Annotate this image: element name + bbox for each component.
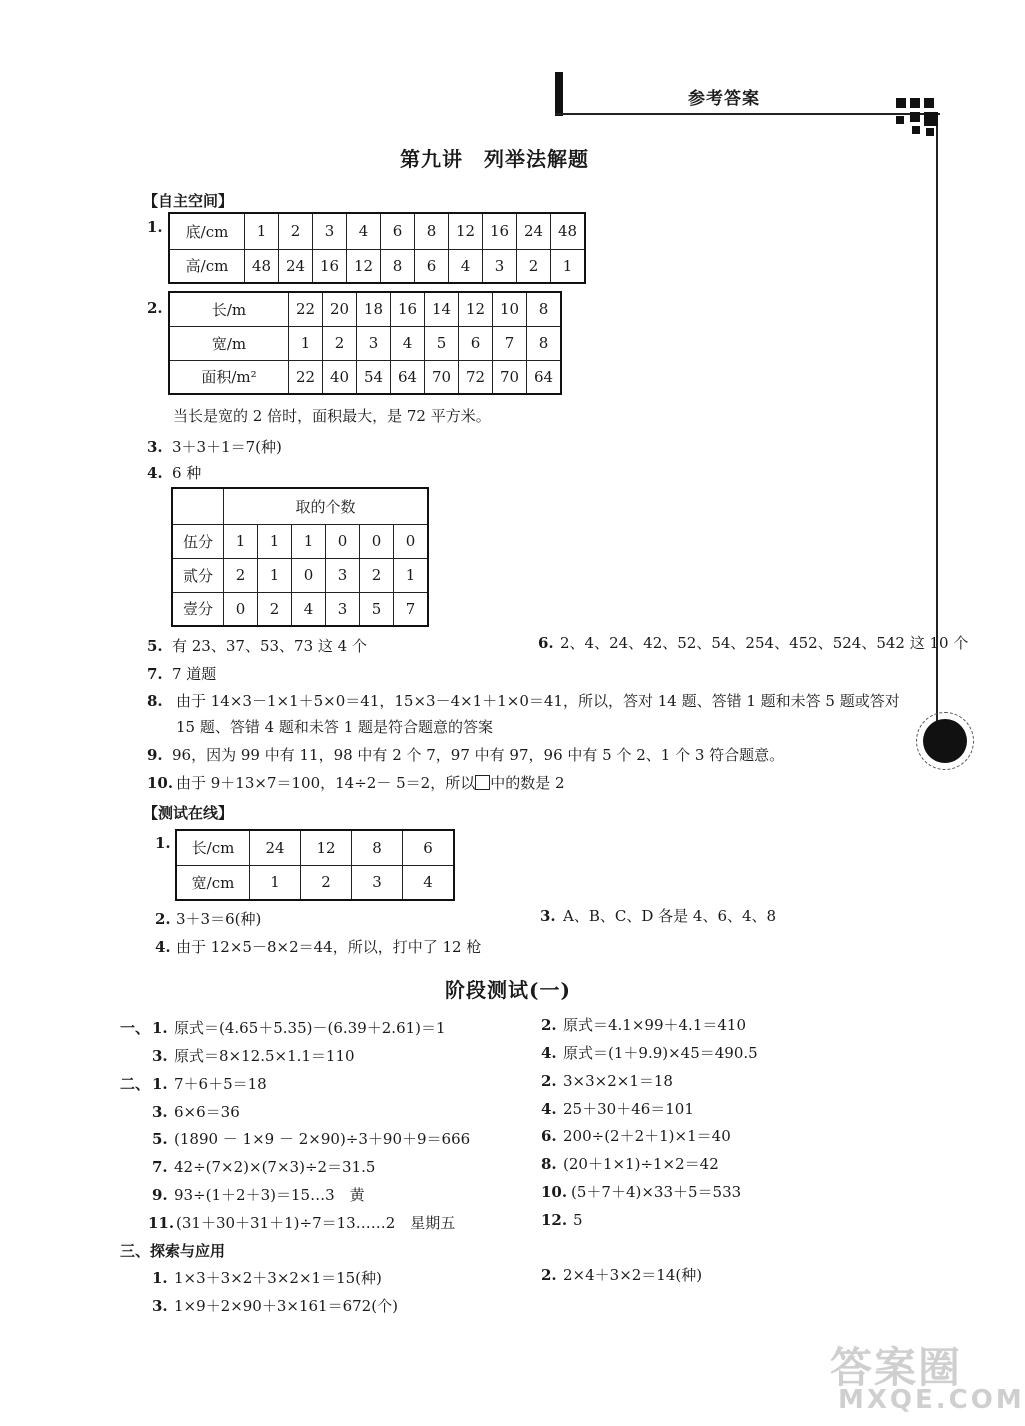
q1-number: 1. [147,218,163,236]
cell: 8 [527,326,562,360]
cell: 2 [301,865,352,900]
cell: 4 [449,249,483,283]
q8-number: 8. [147,692,163,710]
cell: 1 [289,326,323,360]
cell: 1 [292,524,326,558]
t1-number: 1. [155,834,171,852]
q2-number: 2. [147,299,163,317]
q6-text: 2、4、24、42、52、54、254、452、524、542 这 10 个 [560,634,969,652]
cell: 24 [279,249,313,283]
q4-text: 6 种 [172,464,202,482]
s3-i2-number: 2. [541,1266,557,1284]
cell: 1 [224,524,258,558]
cell: 8 [415,213,449,249]
cell: 6 [381,213,415,249]
s1-i2-number: 2. [541,1016,557,1034]
s2-i10-text: (5＋7＋4)×33＋5＝533 [571,1183,742,1201]
cell: 6 [459,326,493,360]
margin-rule [936,113,938,753]
s1-i1-text: 原式＝(4.65＋5.35)－(6.39＋2.61)＝1 [174,1019,446,1037]
q2-table [168,291,562,395]
s1-i4-number: 4. [541,1044,557,1062]
cell [172,488,224,524]
cell: 高/cm [169,249,245,283]
cell: 1 [394,558,429,592]
q9-text: 96，因为 99 中有 11，98 中有 2 个 7，97 中有 97，96 中有 5 个 2、1 个 3 符合题意。 [172,746,785,764]
s2-i2-number: 2. [541,1072,557,1090]
cell: 长/m [169,292,289,326]
q10-number: 10. [147,774,174,792]
cell: 5 [360,592,394,626]
s2-i7-text: 42÷(7×2)×(7×3)÷2＝31.5 [174,1158,376,1176]
cell: 3 [483,249,517,283]
cell: 0 [292,558,326,592]
q8-line2: 15 题、答错 4 题和未答 1 题是符合题意的答案 [176,718,494,736]
s2-i9-number: 9. [152,1186,168,1204]
s2-i10-number: 10. [541,1183,568,1201]
t3-text: A、B、C、D 各是 4、6、4、8 [563,907,777,925]
cell: 1 [258,558,292,592]
cell: 6 [415,249,449,283]
cell: 0 [224,592,258,626]
q10-text-b: 中的数是 2 [490,774,565,792]
cell: 48 [551,213,586,249]
cell: 2 [323,326,357,360]
s2-i8-number: 8. [541,1155,557,1173]
cell: 3 [326,592,360,626]
s2-i5-text: (1890 － 1×9 － 2×90)÷3＋90＋9＝666 [174,1130,471,1148]
s3-i1-text: 1×3＋3×2＋3×2×1＝15(种) [174,1269,382,1287]
cell: 1 [250,865,301,900]
cell: 54 [357,360,391,394]
cell: 0 [326,524,360,558]
s2-i6-text: 200÷(2＋2＋1)×1＝40 [563,1127,731,1145]
watermark-url: MXQE.COM [838,1385,1025,1415]
s3-label: 三、探索与应用 [120,1242,226,1260]
cell: 2 [258,592,292,626]
watermark-logo: 答案圈 [830,1343,963,1392]
q5-number: 5. [147,637,163,655]
q6-number: 6. [538,634,554,652]
cell: 4 [391,326,425,360]
cell: 5 [425,326,459,360]
cell: 4 [292,592,326,626]
cell: 长/cm [176,830,250,865]
cell: 3 [313,213,347,249]
cell: 宽/m [169,326,289,360]
q9-number: 9. [147,746,163,764]
q4-table [171,487,429,627]
s1-label: 一、 [120,1019,151,1037]
cell: 64 [527,360,562,394]
s1-i2-text: 原式＝4.1×99＋4.1＝410 [563,1016,746,1034]
cell: 18 [357,292,391,326]
cell: 4 [403,865,455,900]
s2-i11-number: 11. [148,1214,175,1232]
cell: 3 [357,326,391,360]
section-self-study: 【自主空间】 [143,192,234,210]
header-title: 参考答案 [688,89,760,109]
cell: 2 [279,213,313,249]
s3-i3-text: 1×9＋2×90＋3×161＝672(个) [174,1297,398,1315]
cell: 24 [517,213,551,249]
t1-table [175,829,455,901]
s2-i3-text: 6×6＝36 [174,1103,240,1121]
cell: 4 [347,213,381,249]
cell: 20 [323,292,357,326]
s2-i12-text: 5 [573,1211,583,1229]
cell: 1 [551,249,586,283]
cell: 贰分 [172,558,224,592]
s2-i2-text: 3×3×2×1＝18 [563,1072,673,1090]
cell: 22 [289,360,323,394]
s1-i3-text: 原式＝8×12.5×1.1＝110 [174,1047,355,1065]
s2-i11-text: (31＋30＋31＋1)÷7＝13……2 星期五 [176,1214,456,1232]
cell: 72 [459,360,493,394]
cell: 面积/m² [169,360,289,394]
cell: 6 [403,830,455,865]
s2-i7-number: 7. [152,1158,168,1176]
s2-i4-number: 4. [541,1100,557,1118]
s3-i3-number: 3. [152,1297,168,1315]
cell: 22 [289,292,323,326]
cell: 宽/cm [176,865,250,900]
cell: 0 [394,524,429,558]
cell: 8 [527,292,562,326]
q1-table [168,212,586,284]
cell: 12 [449,213,483,249]
cell: 2 [360,558,394,592]
q10-text [176,773,565,793]
cell: 8 [381,249,415,283]
cell: 3 [352,865,403,900]
cell: 10 [493,292,527,326]
cell-header: 取的个数 [224,488,429,524]
cell: 2 [224,558,258,592]
s2-i8-text: (20＋1×1)÷1×2＝42 [563,1155,719,1173]
header-rule [555,113,940,115]
s2-i9-text: 93÷(1＋2＋3)＝15…3 黄 [174,1186,365,1204]
section-test-online: 【测试在线】 [143,804,234,822]
q3-text: 3＋3＋1＝7(种) [172,438,282,456]
blank-box-icon [475,775,490,790]
margin-dot-icon [923,719,967,763]
cell: 40 [323,360,357,394]
cell: 伍分 [172,524,224,558]
cell: 24 [250,830,301,865]
cell: 1 [258,524,292,558]
cell: 64 [391,360,425,394]
s2-i5-number: 5. [152,1130,168,1148]
q3-number: 3. [147,438,163,456]
s2-i1-number: 1. [152,1075,168,1093]
s2-i12-number: 12. [541,1211,568,1229]
s3-i1-number: 1. [152,1269,168,1287]
q5-text: 有 23、37、53、73 这 4 个 [172,637,367,655]
cell: 16 [483,213,517,249]
header-bar [555,72,563,116]
cell: 1 [245,213,279,249]
q4-number: 4. [147,464,163,482]
s1-i4-text: 原式＝(1＋9.9)×45＝490.5 [563,1044,758,1062]
cell: 壹分 [172,592,224,626]
s2-label: 二、 [120,1075,151,1093]
cell: 16 [391,292,425,326]
t2-text: 3＋3＝6(种) [176,910,262,928]
cell: 8 [352,830,403,865]
cell: 48 [245,249,279,283]
cell: 70 [425,360,459,394]
t2-number: 2. [155,910,171,928]
t3-number: 3. [540,907,556,925]
s3-i2-text: 2×4＋3×2＝14(种) [563,1266,703,1284]
s2-i4-text: 25＋30＋46＝101 [563,1100,694,1118]
cell: 12 [347,249,381,283]
cell: 7 [394,592,429,626]
s2-i1-text: 7＋6＋5＝18 [174,1075,267,1093]
q2-note: 当长是宽的 2 倍时，面积最大，是 72 平方米。 [173,407,491,425]
cell: 70 [493,360,527,394]
q7-number: 7. [147,665,163,683]
q7-text: 7 道题 [172,665,217,683]
t4-text: 由于 12×5－8×2＝44，所以，打中了 12 枪 [176,938,482,956]
q10-text-a: 由于 9＋13×7＝100，14÷2－ 5＝2，所以 [176,774,476,792]
cell: 0 [360,524,394,558]
q8-line1: 由于 14×3－1×1＋5×0＝41，15×3－4×1＋1×0＝41，所以，答对 14 题、答错 1 题和未答 5 题或答对 [176,692,900,710]
cell: 12 [459,292,493,326]
s1-i1-number: 1. [152,1019,168,1037]
s2-i3-number: 3. [152,1103,168,1121]
cell: 底/cm [169,213,245,249]
stage-title: 阶段测试(一) [445,978,571,1002]
t4-number: 4. [155,938,171,956]
cell: 3 [326,558,360,592]
cell: 16 [313,249,347,283]
cell: 2 [517,249,551,283]
s1-i3-number: 3. [152,1047,168,1065]
cell: 12 [301,830,352,865]
cell: 7 [493,326,527,360]
lecture-title: 第九讲 列举法解题 [400,147,589,171]
s2-i6-number: 6. [541,1127,557,1145]
cell: 14 [425,292,459,326]
